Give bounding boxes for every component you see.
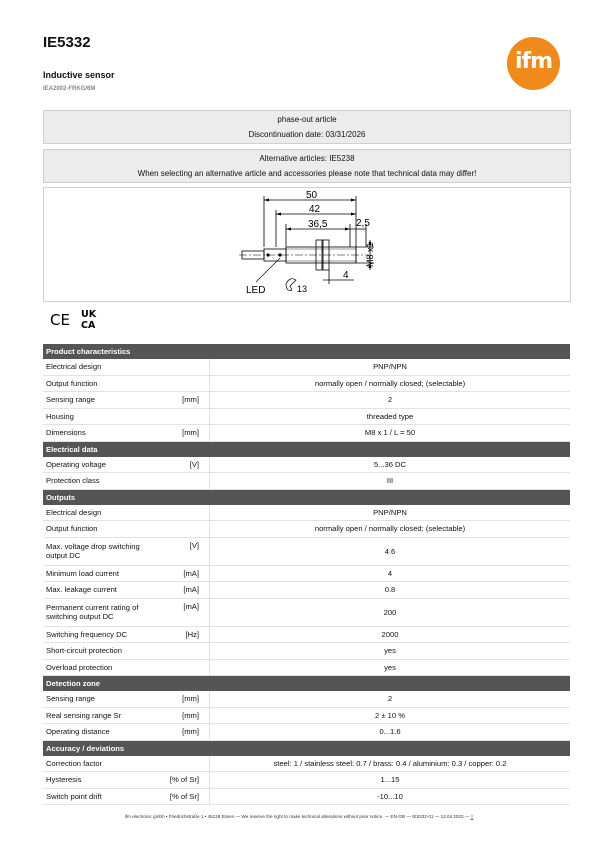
spec-unit: [mm] [164, 707, 210, 724]
spec-row [43, 565, 570, 582]
spec-row [43, 408, 570, 425]
spec-label: Switch point drift [43, 788, 164, 805]
spec-row [43, 521, 570, 538]
spec-unit: [V] [164, 457, 210, 473]
spec-label: Max. voltage drop switching output DC [43, 537, 164, 565]
spec-row [43, 724, 570, 741]
spec-row [43, 359, 570, 375]
spec-value: 0.8 [210, 582, 571, 599]
section-header [43, 740, 570, 756]
spec-unit [164, 473, 210, 490]
spec-label: Hysteresis [43, 772, 164, 789]
logo-text: ifm [514, 49, 553, 74]
spec-value: 4 [210, 565, 571, 582]
section-header [43, 441, 570, 457]
section-title: Electrical data [43, 441, 570, 457]
spec-unit: [mm] [164, 724, 210, 741]
dim-4: 4 [343, 270, 349, 281]
phase-out-notice [43, 110, 571, 144]
section-header [43, 489, 570, 505]
ce-ukca-icons [48, 307, 108, 331]
dimension-drawing [43, 187, 571, 302]
spec-label: Output function [43, 521, 164, 538]
spec-unit: [mA] [164, 565, 210, 582]
dim-13: 13 [297, 284, 308, 294]
spec-row [43, 707, 570, 724]
spec-row [43, 425, 570, 442]
dim-thread: M8 x1 [365, 242, 375, 267]
spec-label: Protection class [43, 473, 164, 490]
spec-label: Output function [43, 375, 164, 392]
spec-value: 1...15 [210, 772, 571, 789]
spec-value: steel: 1 / stainless steel: 0.7 / brass: 0.4 / aluminium: 0.3 / copper: 0.2 [210, 756, 571, 772]
certification-marks [48, 307, 108, 336]
spec-unit: [mA] [164, 598, 210, 626]
spec-unit [164, 359, 210, 375]
spec-label: Minimum load current [43, 565, 164, 582]
spec-label: Operating distance [43, 724, 164, 741]
spec-value: threaded type [210, 408, 571, 425]
product-title: IE5332 [43, 34, 91, 51]
spec-table [43, 344, 570, 805]
spec-row [43, 537, 570, 565]
spec-value: normally open / normally closed; (selectable) [210, 375, 571, 392]
spec-row [43, 659, 570, 676]
spec-unit: [Hz] [164, 626, 210, 643]
spec-row [43, 772, 570, 789]
ifm-logo [507, 37, 560, 90]
spec-label: Switching frequency DC [43, 626, 164, 643]
spec-unit: [% of Sr] [164, 788, 210, 805]
spec-unit [164, 505, 210, 521]
spec-row [43, 582, 570, 599]
spec-row [43, 505, 570, 521]
spec-unit: [% of Sr] [164, 772, 210, 789]
spec-row [43, 788, 570, 805]
spec-row [43, 598, 570, 626]
spec-value: 200 [210, 598, 571, 626]
spec-row [43, 375, 570, 392]
spec-label: Sensing range [43, 691, 164, 707]
spec-label: Housing [43, 408, 164, 425]
section-title: Product characteristics [43, 344, 570, 359]
spec-row [43, 756, 570, 772]
spec-unit: [mm] [164, 392, 210, 409]
spec-value: M8 x 1 / L = 50 [210, 425, 571, 442]
spec-value: 2 ± 10 % [210, 707, 571, 724]
spec-unit [164, 643, 210, 660]
spec-value: 2 [210, 691, 571, 707]
spec-value: yes [210, 643, 571, 660]
spec-row [43, 626, 570, 643]
ukca-mark-icon-top: UK [81, 309, 97, 320]
dim-50: 50 [306, 190, 318, 201]
alternative-line-2: When selecting an alternative article and accessories please note that technical data may differ! [137, 169, 477, 178]
spec-value: PNP/NPN [210, 505, 571, 521]
spec-label: Correction factor [43, 756, 164, 772]
ukca-mark-icon-bottom: CA [81, 320, 96, 331]
ce-mark-icon: CE [50, 311, 70, 329]
dim-2-5: 2,5 [356, 218, 370, 229]
spec-label: Real sensing range Sr [43, 707, 164, 724]
spec-unit [164, 521, 210, 538]
dim-42: 42 [309, 204, 321, 215]
spec-label: Short-circuit protection [43, 643, 164, 660]
spec-label: Max. leakage current [43, 582, 164, 599]
spec-unit [164, 408, 210, 425]
notice-line-2: Discontinuation date: 03/31/2026 [248, 130, 366, 139]
section-title: Outputs [43, 489, 570, 505]
page-footer [0, 814, 598, 820]
notice-line-1: phase-out article [277, 115, 337, 124]
spec-label: Overload protection [43, 659, 164, 676]
alternative-line-1: Alternative articles: IE5238 [259, 154, 355, 163]
spec-row [43, 392, 570, 409]
spec-row [43, 473, 570, 490]
spec-label: Permanent current rating of switching output DC [43, 598, 164, 626]
spec-value: 2 [210, 392, 571, 409]
section-header [43, 344, 570, 359]
article-code: IEA2002-FRKG/6M [43, 86, 96, 92]
spec-label: Sensing range [43, 392, 164, 409]
spec-value: normally open / normally closed; (selectable) [210, 521, 571, 538]
spec-unit: [mA] [164, 582, 210, 599]
alternative-notice [43, 149, 571, 183]
spec-unit: [mm] [164, 691, 210, 707]
product-subtitle: Inductive sensor [43, 70, 115, 80]
spec-label: Electrical design [43, 505, 164, 521]
section-header [43, 676, 570, 692]
sensor-drawing [44, 188, 570, 301]
spec-label: Operating voltage [43, 457, 164, 473]
spec-value: III [210, 473, 571, 490]
spec-value: 0...1.6 [210, 724, 571, 741]
spec-label: Dimensions [43, 425, 164, 442]
spec-unit [164, 756, 210, 772]
spec-value: yes [210, 659, 571, 676]
spec-unit [164, 659, 210, 676]
spec-value: 4.6 [210, 537, 571, 565]
spec-unit [164, 375, 210, 392]
dim-36-5: 36,5 [308, 219, 328, 230]
spec-unit: [mm] [164, 425, 210, 442]
page-link-icon[interactable]: ▯ [470, 814, 474, 819]
spec-value: 2000 [210, 626, 571, 643]
led-label: LED [246, 285, 266, 296]
spec-row [43, 457, 570, 473]
spec-label: Electrical design [43, 359, 164, 375]
spec-row [43, 643, 570, 660]
section-title: Detection zone [43, 676, 570, 692]
spec-row [43, 691, 570, 707]
spec-unit: [V] [164, 537, 210, 565]
footer-text: ifm electronic gmbh • Friedrichstraße 1 • 45128 Essen — We reserve the right to make technical alterations without prior notice. — EN-GB — IE5332-01 — 13.04.2023 — [124, 814, 471, 819]
section-title: Accuracy / deviations [43, 740, 570, 756]
spec-value: -10...10 [210, 788, 571, 805]
spec-value: 5...36 DC [210, 457, 571, 473]
spec-value: PNP/NPN [210, 359, 571, 375]
